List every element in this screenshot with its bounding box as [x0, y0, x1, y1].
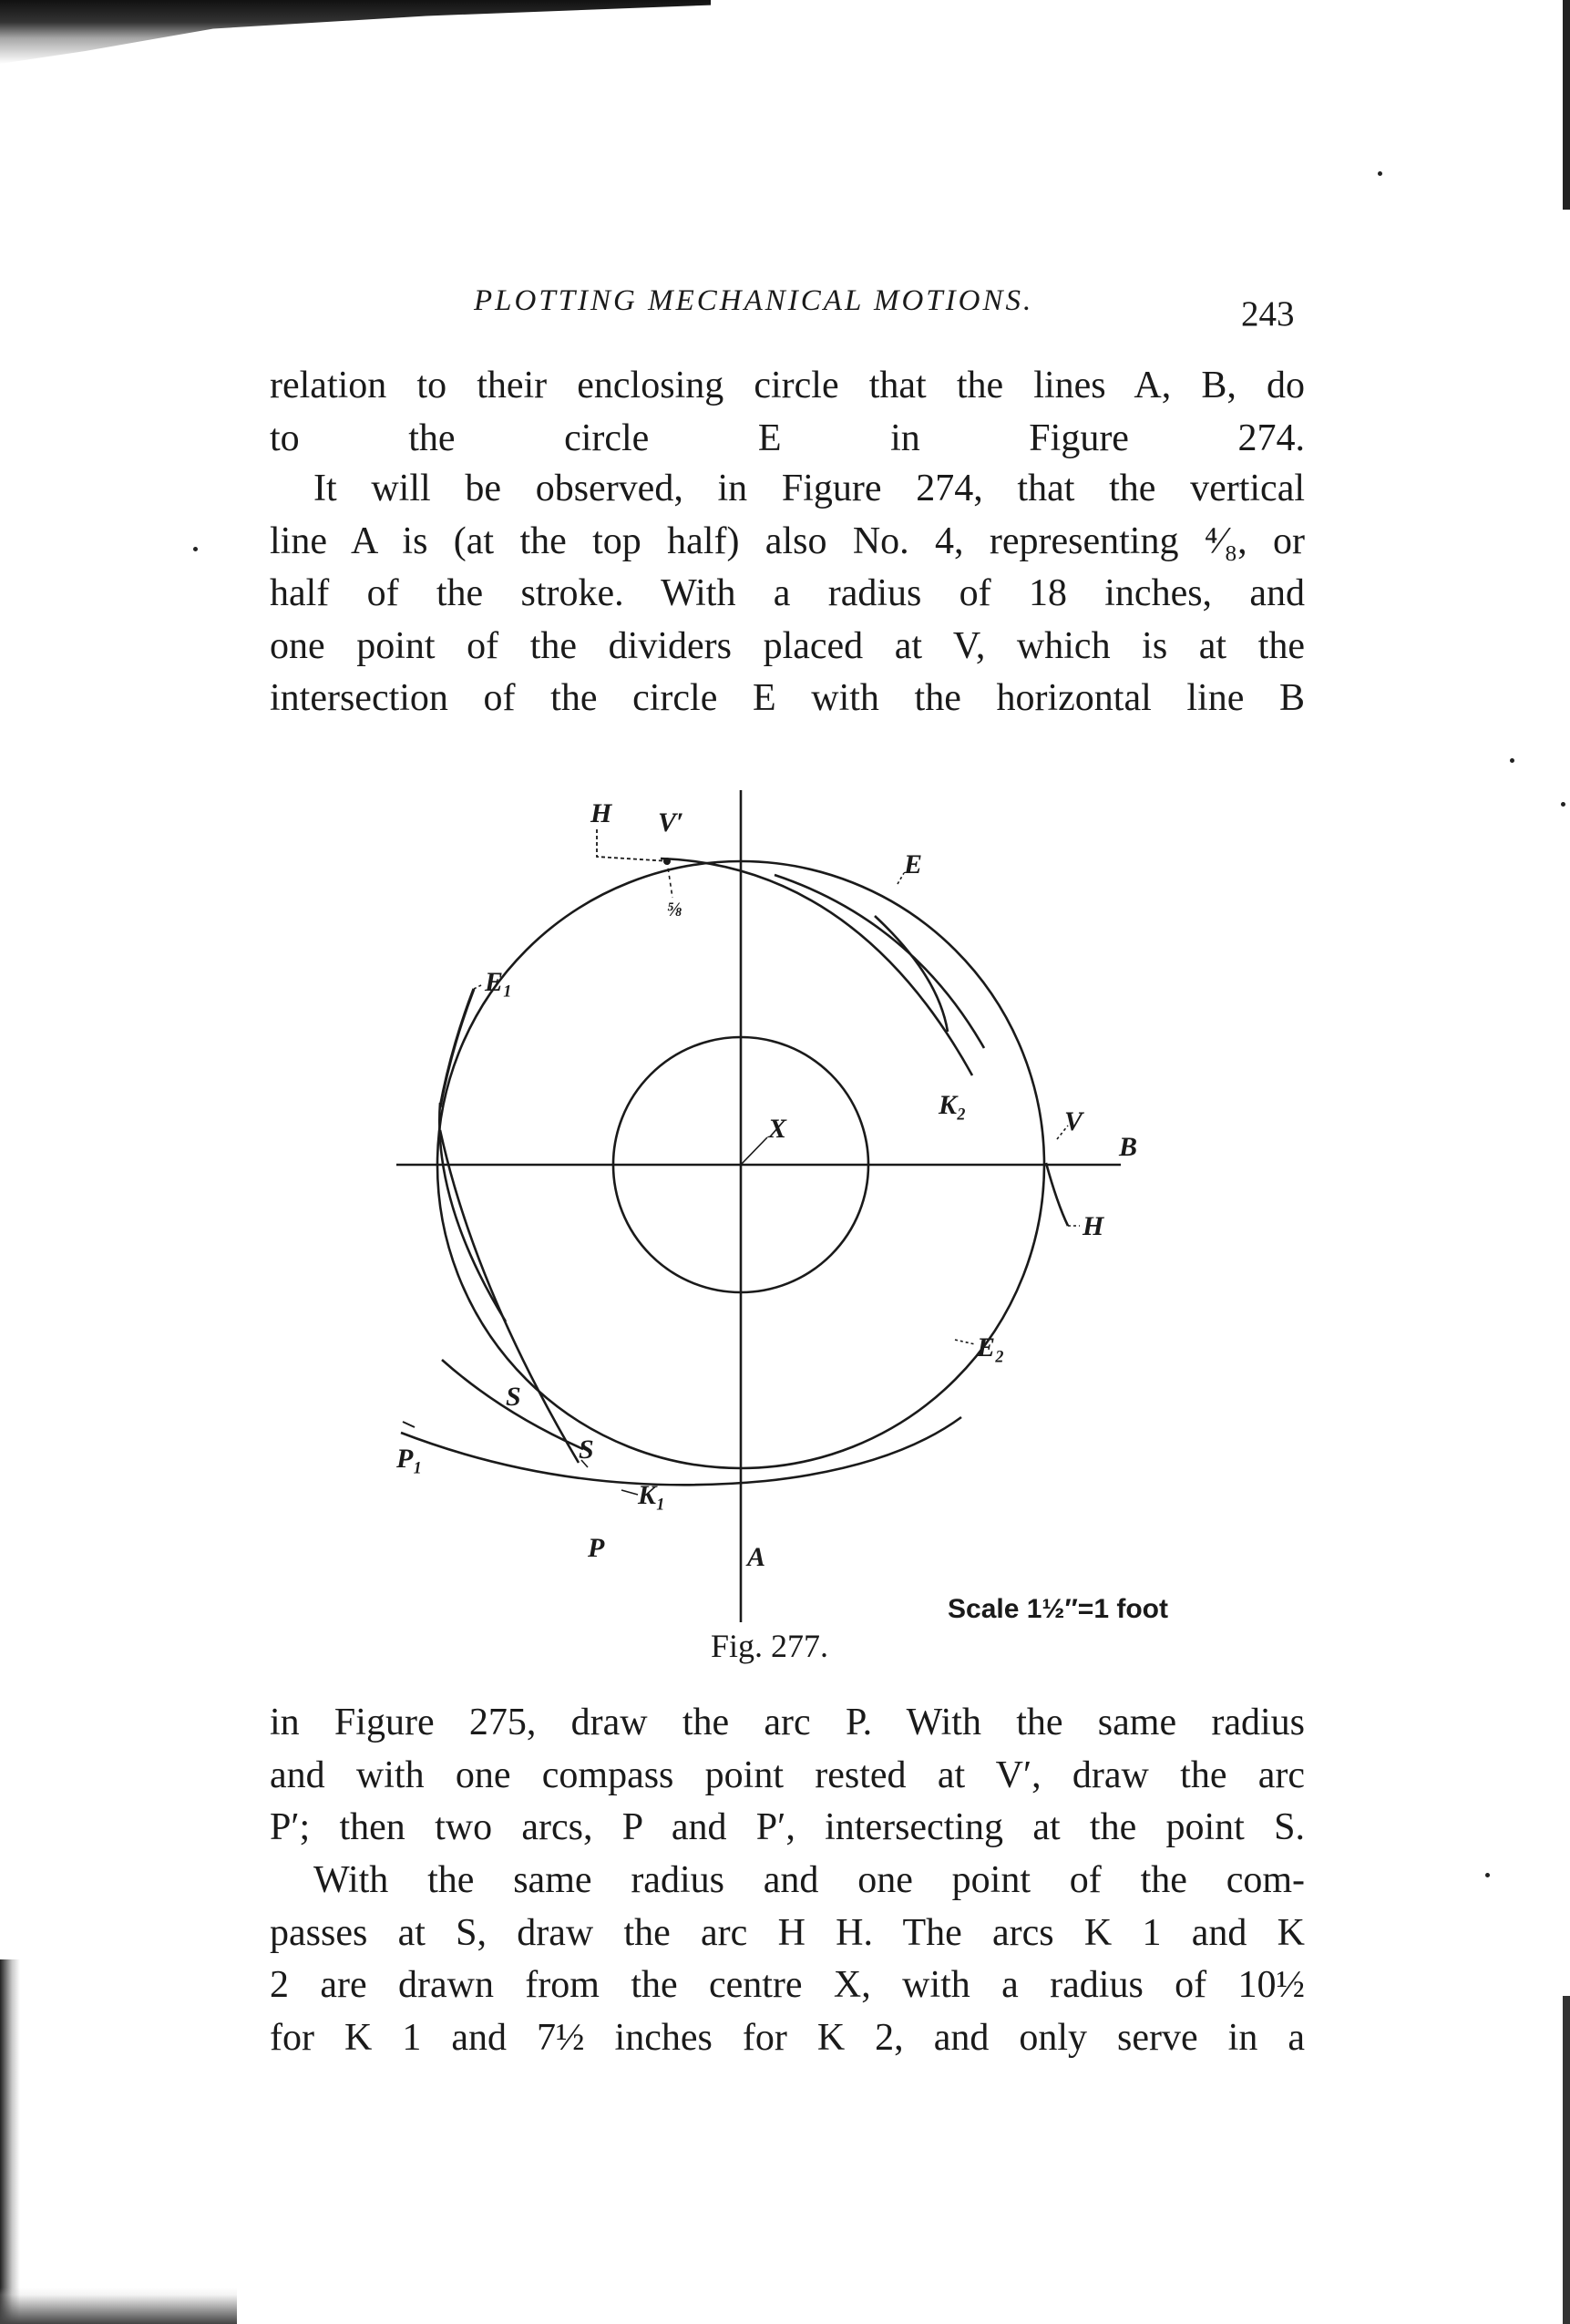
text-line: 2 are drawn from the centre X, with a radius of 10½: [270, 1964, 1305, 2006]
label-x: X: [768, 1114, 787, 1144]
label-b: B: [1119, 1132, 1138, 1162]
paragraph-same-radius: [270, 1855, 1305, 2064]
text-line: intersection of the circle E with the horizontal line B: [270, 677, 1305, 719]
point-v-prime: [663, 858, 671, 865]
arc-e1: [440, 989, 474, 1107]
paragraph-draw-arc: [270, 1697, 1305, 1855]
arc-p-prime: [401, 1417, 961, 1485]
label-v: V: [1064, 1106, 1083, 1136]
e2-marker: [955, 1340, 975, 1344]
scale-label: Scale 1½″=1 foot: [948, 1594, 1168, 1624]
scan-edge-right-bottom: [1563, 1996, 1570, 2324]
label-p: P: [588, 1533, 605, 1563]
e-marker: [898, 873, 904, 884]
e1-marker: [474, 984, 483, 989]
label-k1: K₁: [638, 1480, 666, 1510]
figure-caption: Fig. 277.: [711, 1628, 829, 1664]
arc-k2-upper: [775, 875, 984, 1048]
label-e1: E₁: [485, 967, 513, 997]
dust-speck: [1378, 171, 1382, 176]
text-line: one point of the dividers placed at V, which is at the: [270, 624, 1305, 667]
label-a: A: [747, 1542, 766, 1572]
text-line: in Figure 275, draw the arc P. With the same radius: [270, 1702, 1305, 1743]
dust-speck: [1510, 758, 1514, 763]
label-p1: P₁: [396, 1444, 423, 1474]
text-line: With the same radius and one point of the com-: [313, 1859, 1305, 1901]
line-x-pointer: [741, 1137, 767, 1165]
label-s-lower: S: [579, 1435, 594, 1465]
scan-edge-bottom: [0, 2288, 237, 2324]
label-five-eighths: ⅝: [667, 898, 682, 920]
text-line: line A is (at the top half) also No. 4, representing ⁴⁄₈, or: [270, 519, 1305, 562]
text-line: for K 1 and 7½ inches for K 2, and only serve in a: [270, 2016, 1305, 2059]
figure-diagram: [346, 775, 1221, 1668]
arc-p: [440, 1130, 579, 1463]
dust-speck: [193, 547, 198, 551]
text-line: P′; then two arcs, P and P′, intersecting at the point S.: [270, 1806, 1305, 1848]
figure-277: [346, 775, 1221, 1668]
arc-h-right: [1046, 1163, 1068, 1226]
label-v-prime: V′: [658, 807, 684, 838]
scan-edge-left: [0, 1959, 20, 2324]
dust-speck: [1561, 802, 1565, 807]
page-number: 243: [1241, 294, 1295, 334]
text-line: to the circle E in Figure 274.: [270, 416, 1305, 459]
label-e2: E₂: [977, 1332, 1005, 1363]
p1-marker: [403, 1422, 415, 1427]
arc-left-lower: [439, 1103, 506, 1321]
label-s-upper: S: [506, 1382, 521, 1412]
text-line: relation to their enclosing circle that the lines A, B, do: [270, 365, 1305, 406]
label-e: E: [904, 849, 923, 879]
dust-speck: [1485, 1873, 1490, 1877]
k1-pointer: [621, 1490, 638, 1495]
paragraph-continuation: [270, 360, 1305, 465]
scan-edge-top: [0, 0, 711, 64]
running-head: PLOTTING MECHANICAL MOTIONS.: [474, 284, 1034, 317]
label-k2: K₂: [939, 1090, 967, 1120]
scan-edge-right-top: [1563, 0, 1570, 210]
text-line: It will be observed, in Figure 274, that the vertical: [313, 468, 1305, 509]
label-h-top: H: [590, 798, 612, 828]
v-prime-dashed: [667, 861, 672, 898]
paragraph-vertical-line: [270, 463, 1305, 725]
text-line: passes at S, draw the arc H H. The arcs K 1 and K: [270, 1911, 1305, 1954]
text-line: and with one compass point rested at V′, draw the arc: [270, 1753, 1305, 1796]
label-h-right: H: [1083, 1211, 1104, 1241]
text-line: half of the stroke. With a radius of 18 inches, and: [270, 572, 1305, 614]
